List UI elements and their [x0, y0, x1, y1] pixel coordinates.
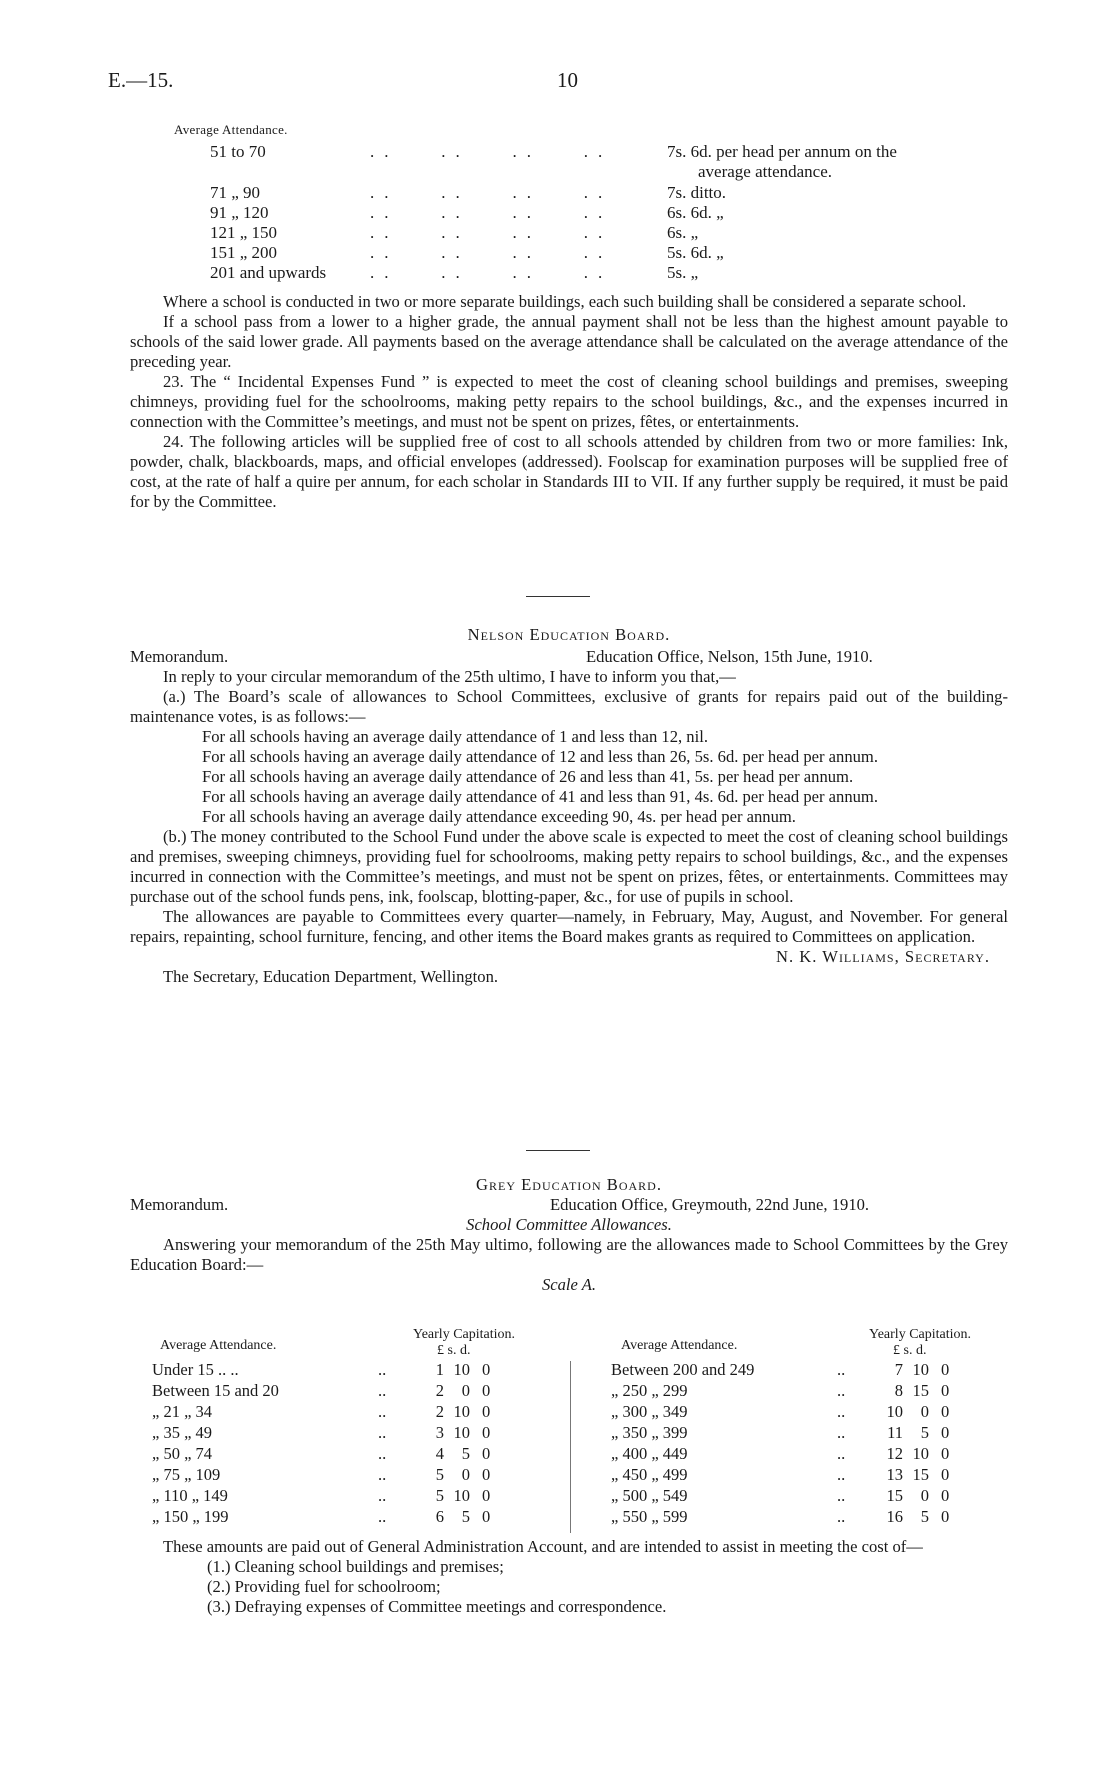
attendance-range-cell: „ 35 „ 49	[152, 1423, 213, 1442]
attendance-range-cell: „ 300 „ 349	[611, 1402, 688, 1421]
pence-cell: 0	[941, 1444, 950, 1463]
attendance-range-cell: „ 500 „ 549	[611, 1486, 688, 1505]
table-row	[611, 1360, 1011, 1381]
col-head-lsd: £ s. d.	[437, 1343, 471, 1358]
attendance-range: 51 to 70	[210, 142, 266, 161]
capitation-table	[130, 1327, 1010, 1535]
pence-cell: 0	[482, 1381, 491, 1400]
pounds-cell: 11	[887, 1423, 903, 1442]
table-row	[611, 1486, 1011, 1507]
attendance-range-cell: „ 400 „ 449	[611, 1444, 688, 1463]
pence-cell: 0	[941, 1360, 950, 1379]
table-row	[152, 1444, 552, 1465]
paragraph-24-articles: 24. The following articles will be supplied free of cost to all schools attended by children from two or more families: Ink, powder, chalk, blackboards, maps, and official envelopes (addressed). Foolscap for examination purposes will be supplied free of cost, at the rate of half a quire per annum, for each scholar in Standards III to VII. If any further supply be required, it must be paid for by the Committee.	[130, 432, 1008, 511]
col-head-capitation: Yearly Capitation.	[869, 1327, 972, 1342]
shillings-cell: 0	[920, 1486, 929, 1505]
pence-cell: 0	[941, 1423, 950, 1442]
leader-dots: ..	[378, 1423, 387, 1442]
attendance-range: 121 „ 150	[210, 223, 278, 242]
table-row	[152, 1360, 552, 1381]
table-row	[152, 1381, 552, 1402]
signature: N. K. Williams, Secretary.	[776, 947, 990, 966]
leader-dots: ..	[378, 1360, 387, 1379]
pounds-cell: 6	[435, 1507, 444, 1526]
leader-dots: ..	[837, 1423, 846, 1442]
leader-dots: ..	[837, 1465, 846, 1484]
pounds-cell: 13	[886, 1465, 903, 1484]
column-rule	[570, 1361, 571, 1533]
shillings-cell: 5	[461, 1507, 470, 1526]
memo-place-date: Education Office, Nelson, 15th June, 1910.	[586, 647, 873, 666]
leader-dots: ..	[837, 1381, 846, 1400]
col-head-attendance: Average Attendance.	[621, 1338, 738, 1353]
rules-section	[130, 292, 1008, 512]
memo-label: Memorandum.	[130, 647, 229, 666]
nelson-title: Nelson Education Board.	[467, 625, 671, 644]
attendance-range: 151 „ 200	[210, 243, 278, 262]
attendance-rate: 7s. ditto.	[667, 183, 727, 202]
attendance-range-cell: „ 550 „ 599	[611, 1507, 688, 1526]
table-row	[152, 1486, 552, 1507]
grey-subtitle: School Committee Allowances.	[466, 1215, 672, 1234]
attendance-range-cell: „ 450 „ 499	[611, 1465, 688, 1484]
col-head-capitation: Yearly Capitation.	[413, 1327, 516, 1342]
scale-item: For all schools having an average daily attendance of 1 and less than 12, nil.	[202, 727, 708, 746]
leader-dots: .. .. .. ..	[370, 263, 613, 282]
shillings-cell: 10	[453, 1360, 470, 1379]
shillings-cell: 0	[461, 1381, 470, 1400]
attendance-row	[130, 142, 1010, 162]
pounds-cell: 10	[886, 1402, 903, 1421]
pence-cell: 0	[482, 1423, 491, 1442]
leader-dots: .. .. .. ..	[370, 183, 613, 202]
leader-dots: .. .. .. ..	[370, 142, 613, 161]
pounds-cell: 8	[894, 1381, 903, 1400]
pence-cell: 0	[482, 1444, 491, 1463]
attendance-heading: Average Attendance.	[174, 122, 288, 137]
leader-dots: ..	[378, 1465, 387, 1484]
table-row	[152, 1465, 552, 1486]
pounds-cell: 5	[435, 1486, 444, 1505]
leader-dots: .. .. .. ..	[370, 243, 613, 262]
leader-dots: ..	[837, 1486, 846, 1505]
shillings-cell: 5	[461, 1444, 470, 1463]
grey-memo-line	[130, 1195, 1008, 1215]
attendance-range-cell: „ 50 „ 74	[152, 1444, 213, 1463]
attendance-row	[130, 263, 1010, 283]
leader-dots: ..	[378, 1402, 387, 1421]
shillings-cell: 10	[912, 1444, 929, 1463]
scale-label: Scale A.	[541, 1275, 597, 1294]
table-row	[152, 1423, 552, 1444]
purpose-item: (2.) Providing fuel for schoolroom;	[207, 1577, 441, 1596]
pounds-cell: 15	[886, 1486, 903, 1505]
nelson-section	[130, 625, 1008, 987]
attendance-rate: 5s. 6d. „	[667, 243, 724, 262]
attendance-rate: 5s. „	[667, 263, 699, 282]
table-row	[611, 1423, 1011, 1444]
shillings-cell: 10	[453, 1402, 470, 1421]
pounds-cell: 2	[435, 1381, 444, 1400]
memo-label: Memorandum.	[130, 1195, 229, 1214]
attendance-range-cell: „ 250 „ 299	[611, 1381, 688, 1400]
shillings-cell: 15	[912, 1465, 929, 1484]
nelson-memo-line	[130, 647, 1008, 667]
attendance-row	[130, 243, 1010, 263]
pounds-cell: 7	[894, 1360, 903, 1379]
pounds-cell: 5	[435, 1465, 444, 1484]
shillings-cell: 10	[912, 1360, 929, 1379]
attendance-range-cell: „ 350 „ 399	[611, 1423, 688, 1442]
attendance-range-cell: „ 75 „ 109	[152, 1465, 221, 1484]
attendance-row	[130, 183, 1010, 203]
leader-dots: .. .. .. ..	[370, 223, 613, 242]
pounds-cell: 1	[435, 1360, 444, 1379]
section-divider	[526, 596, 590, 597]
attendance-row	[130, 203, 1010, 223]
table-row	[611, 1444, 1011, 1465]
nelson-addressee: The Secretary, Education Department, Wellington.	[163, 967, 499, 986]
attendance-range-cell: „ 150 „ 199	[152, 1507, 229, 1526]
nelson-clause-a: (a.) The Board’s scale of allowances to School Committees, exclusive of grants for repairs paid out of the building-maintenance votes, is as follows:—	[130, 687, 1008, 726]
right-columns	[611, 1360, 1011, 1528]
grey-intro: Answering your memorandum of the 25th May ultimo, following are the allowances made to School Committees by the Grey Education Board:—	[130, 1235, 1008, 1274]
leader-dots: ..	[837, 1507, 846, 1526]
attendance-range-cell: Between 200 and 249	[611, 1360, 755, 1379]
shillings-cell: 10	[453, 1423, 470, 1442]
pence-cell: 0	[941, 1507, 950, 1526]
attendance-range-cell: Under 15 .. ..	[152, 1360, 239, 1379]
paragraph-23-incidental: 23. The “ Incidental Expenses Fund ” is expected to meet the cost of cleaning school buildings and premises, sweeping chimneys, providing fuel for the schoolrooms, making petty repairs to the school buildings, &c., and the expenses incurred in connection with the Committee’s meetings, and must not be spent on prizes, fêtes, or entertainments.	[130, 372, 1008, 431]
attendance-row	[130, 162, 1010, 182]
attendance-range-cell: „ 110 „ 149	[152, 1486, 228, 1505]
pence-cell: 0	[941, 1381, 950, 1400]
table-row	[611, 1402, 1011, 1423]
section-divider	[526, 1150, 590, 1151]
scale-item: For all schools having an average daily attendance exceeding 90, 4s. per head per annum.	[202, 807, 796, 826]
pounds-cell: 12	[886, 1444, 903, 1463]
leader-dots: .. .. .. ..	[370, 203, 613, 222]
leader-dots: ..	[837, 1402, 846, 1421]
pence-cell: 0	[482, 1465, 491, 1484]
page-number: 10	[557, 68, 578, 92]
shillings-cell: 10	[453, 1486, 470, 1505]
attendance-range: 71 „ 90	[210, 183, 261, 202]
leader-dots: ..	[837, 1360, 846, 1379]
pence-cell: 0	[941, 1486, 950, 1505]
paragraph-grade-change: If a school pass from a lower to a higher grade, the annual payment shall not be less than the highest amount payable to schools of the said lower grade. All payments based on the average attendance shall be calculated on the average attendance of the preceding year.	[130, 312, 1008, 371]
pence-cell: 0	[941, 1402, 950, 1421]
pounds-cell: 4	[435, 1444, 444, 1463]
shillings-cell: 0	[920, 1402, 929, 1421]
attendance-rate-cont: average attendance.	[698, 162, 833, 181]
pounds-cell: 16	[886, 1507, 903, 1526]
attendance-rate: 6s. „	[667, 223, 699, 242]
pence-cell: 0	[482, 1360, 491, 1379]
shillings-cell: 5	[920, 1507, 929, 1526]
memo-place-date: Education Office, Greymouth, 22nd June, 1910.	[550, 1195, 870, 1214]
col-head-attendance: Average Attendance.	[160, 1338, 277, 1353]
pounds-cell: 3	[435, 1423, 444, 1442]
table-row	[152, 1402, 552, 1423]
scale-item: For all schools having an average daily attendance of 26 and less than 41, 5s. per head per annum.	[202, 767, 854, 786]
left-columns	[152, 1360, 552, 1528]
attendance-range: 91 „ 120	[210, 203, 269, 222]
table-row	[611, 1381, 1011, 1402]
pence-cell: 0	[941, 1465, 950, 1484]
attendance-range: 201 and upwards	[210, 263, 327, 282]
table-row	[152, 1507, 552, 1528]
paragraph-separate-school: Where a school is conducted in two or more separate buildings, each such building shall be considered a separate school.	[163, 292, 967, 311]
grey-closing	[130, 1537, 1008, 1617]
pence-cell: 0	[482, 1507, 491, 1526]
scale-item: For all schools having an average daily attendance of 41 and less than 91, 4s. 6d. per head per annum.	[202, 787, 878, 806]
purpose-item: (3.) Defraying expenses of Committee meetings and correspondence.	[207, 1597, 667, 1616]
leader-dots: ..	[837, 1444, 846, 1463]
leader-dots: ..	[378, 1444, 387, 1463]
leader-dots: ..	[378, 1381, 387, 1400]
attendance-rate: 6s. 6d. „	[667, 203, 724, 222]
pounds-cell: 2	[435, 1402, 444, 1421]
pence-cell: 0	[482, 1486, 491, 1505]
attendance-row	[130, 223, 1010, 243]
table-row	[611, 1465, 1011, 1486]
nelson-allowances: The allowances are payable to Committees every quarter—namely, in February, May, August, and November. For general repairs, repainting, school furniture, fencing, and other items the Board makes grants as required to Committees on application.	[130, 907, 1008, 946]
purpose-item: (1.) Cleaning school buildings and premises;	[207, 1557, 504, 1576]
leader-dots: ..	[378, 1507, 387, 1526]
shillings-cell: 5	[920, 1423, 929, 1442]
leader-dots: ..	[378, 1486, 387, 1505]
nelson-intro: In reply to your circular memorandum of the 25th ultimo, I have to inform you that,—	[163, 667, 736, 686]
pence-cell: 0	[482, 1402, 491, 1421]
scale-item: For all schools having an average daily attendance of 12 and less than 26, 5s. 6d. per head per annum.	[202, 747, 878, 766]
grey-section	[130, 1175, 1008, 1295]
table-row	[611, 1507, 1011, 1528]
grey-closing-text: These amounts are paid out of General Administration Account, and are intended to assist in meeting the cost of—	[163, 1537, 923, 1556]
attendance-range-cell: Between 15 and 20	[152, 1381, 279, 1400]
attendance-scale	[130, 122, 1010, 292]
attendance-range-cell: „ 21 „ 34	[152, 1402, 213, 1421]
attendance-rate: 7s. 6d. per head per annum on the	[667, 142, 897, 161]
col-head-lsd: £ s. d.	[893, 1343, 927, 1358]
nelson-clause-b: (b.) The money contributed to the School Fund under the above scale is expected to meet the cost of cleaning school buildings and premises, sweeping chimneys, providing fuel for schoolrooms, making petty repairs to school buildings, &c., and the expenses incurred in connection with the Committee’s meetings, and must not be spent on prizes, fêtes, or entertainments. Committees may purchase out of the school funds pens, ink, foolscap, blotting-paper, &c., for use of pupils in school.	[130, 827, 1008, 906]
shillings-cell: 15	[912, 1381, 929, 1400]
shillings-cell: 0	[461, 1465, 470, 1484]
grey-title: Grey Education Board.	[476, 1175, 662, 1194]
report-reference: E.—15.	[108, 68, 174, 92]
